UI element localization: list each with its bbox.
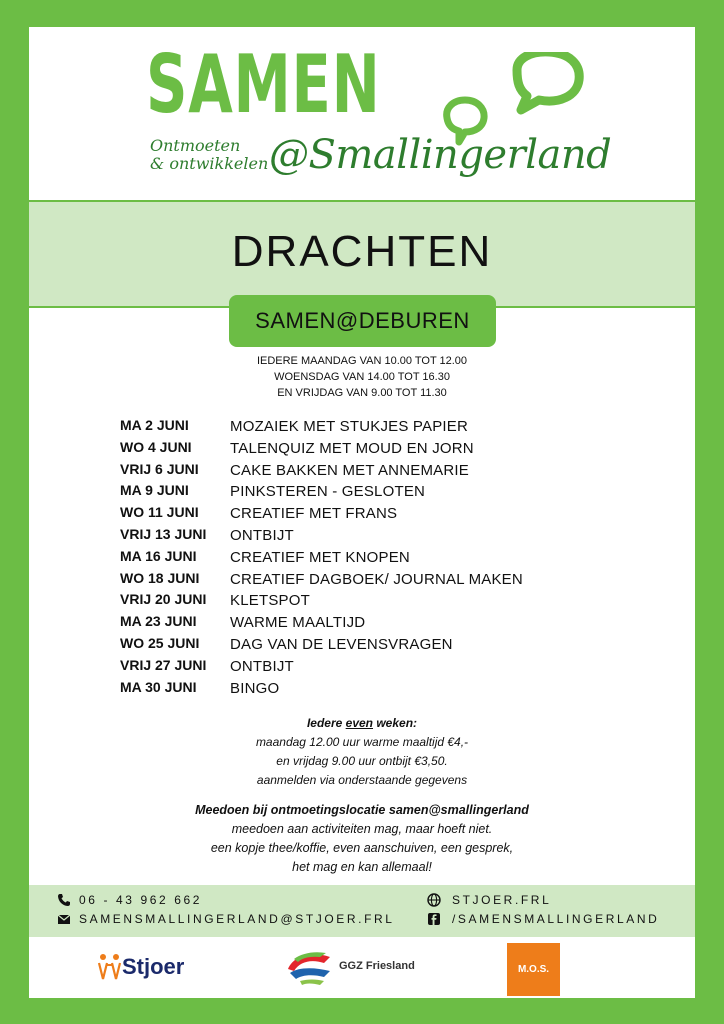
- schedule-date: WO 4 JUNI: [120, 438, 192, 455]
- schedule-date: VRIJ 20 JUNI: [120, 591, 207, 608]
- schedule-date: MA 30 JUNI: [120, 678, 197, 695]
- schedule-activity: CAKE BAKKEN MET ANNEMARIE: [230, 461, 469, 479]
- schedule-date: WO 11 JUNI: [120, 504, 199, 521]
- program-badge: SAMEN@DEBUREN: [229, 295, 496, 347]
- globe-icon: [427, 893, 441, 907]
- mail-icon: [57, 912, 71, 926]
- phone-number[interactable]: 06 - 43 962 662: [79, 893, 203, 907]
- facebook-icon: [427, 912, 441, 926]
- logo-tagline: Ontmoeten & ontwikkelen: [150, 136, 269, 173]
- facebook-link[interactable]: /SAMENSMALLINGERLAND: [452, 912, 660, 926]
- schedule-activity: MOZAIEK MET STUKJES PAPIER: [230, 418, 469, 435]
- schedule-activity: ONTBIJT: [230, 657, 294, 675]
- schedule-date: WO 25 JUNI: [120, 634, 200, 651]
- mos-logo: M.O.S.: [507, 943, 560, 996]
- email-address[interactable]: SAMENSMALLINGERLAND@STJOER.FRL: [79, 912, 395, 926]
- contact-footer: [29, 885, 695, 937]
- website-link[interactable]: STJOER.FRL: [452, 893, 552, 907]
- participation-heading: Meedoen bij ontmoetingslocatie samen@smallingerland: [195, 803, 529, 817]
- schedule-activity: CREATIEF MET KNOPEN: [230, 548, 410, 566]
- schedule-date: VRIJ 6 JUNI: [120, 460, 199, 477]
- schedule-date: WO 18 JUNI: [120, 569, 200, 586]
- schedule-activity: CREATIEF MET FRANS: [230, 505, 398, 523]
- schedule-date: MA 2 JUNI: [120, 417, 189, 433]
- logo-script-text: @Smallingerland: [269, 132, 612, 178]
- schedule-activity: ONTBIJT: [230, 526, 294, 544]
- stjoer-figures-icon: [97, 953, 123, 981]
- schedule-date: VRIJ 13 JUNI: [120, 525, 207, 542]
- schedule-activity: DAG VAN DE LEVENSVRAGEN: [230, 635, 453, 653]
- meal-note-heading: Iedere even weken:: [306, 716, 418, 730]
- schedule-activity: PINKSTEREN - GESLOTEN: [230, 483, 426, 501]
- schedule-activity: KLETSPOT: [230, 592, 310, 610]
- samen-logo: [29, 27, 695, 202]
- poster: [29, 27, 695, 998]
- partner-logos: [29, 937, 695, 998]
- schedule-activity: WARME MAALTIJD: [230, 614, 366, 632]
- ggz-logo-icon: [284, 947, 336, 987]
- phone-icon: [57, 893, 71, 907]
- schedule-activity: CREATIEF DAGBOEK/ JOURNAL MAKEN: [230, 570, 523, 588]
- participation-note: Meedoen bij ontmoetingslocatie samen@smallingerland meedoen aan activiteiten mag, maar hoeft niet. een kopje thee/koffie, even aanschuiven, een gesprek, het mag en kan allemaal!: [29, 801, 695, 877]
- ggz-logo: GGZ Friesland: [339, 960, 415, 972]
- schedule-date: MA 23 JUNI: [120, 613, 197, 630]
- schedule-activity: TALENQUIZ MET MOUD EN JORN: [230, 439, 474, 457]
- schedule-date: MA 16 JUNI: [120, 547, 197, 564]
- opening-hours: IEDERE MAANDAG VAN 10.00 TOT 12.00 WOENSDAG VAN 14.00 TOT 16.30 EN VRIJDAG VAN 9.00 TOT 11.30: [256, 355, 468, 399]
- logo-title: SAMEN: [146, 38, 381, 131]
- meal-note: Iedere even weken: maandag 12.00 uur warme maaltijd €4,- en vrijdag 9.00 uur ontbijt €3,50. aanmelden via onderstaande gegevens: [29, 714, 695, 790]
- schedule-date: VRIJ 27 JUNI: [120, 656, 207, 673]
- schedule-activity: BINGO: [230, 679, 280, 697]
- stjoer-logo: Stjoer: [122, 954, 185, 979]
- schedule-date: MA 9 JUNI: [120, 482, 189, 499]
- location-title: DRACHTEN: [231, 227, 493, 276]
